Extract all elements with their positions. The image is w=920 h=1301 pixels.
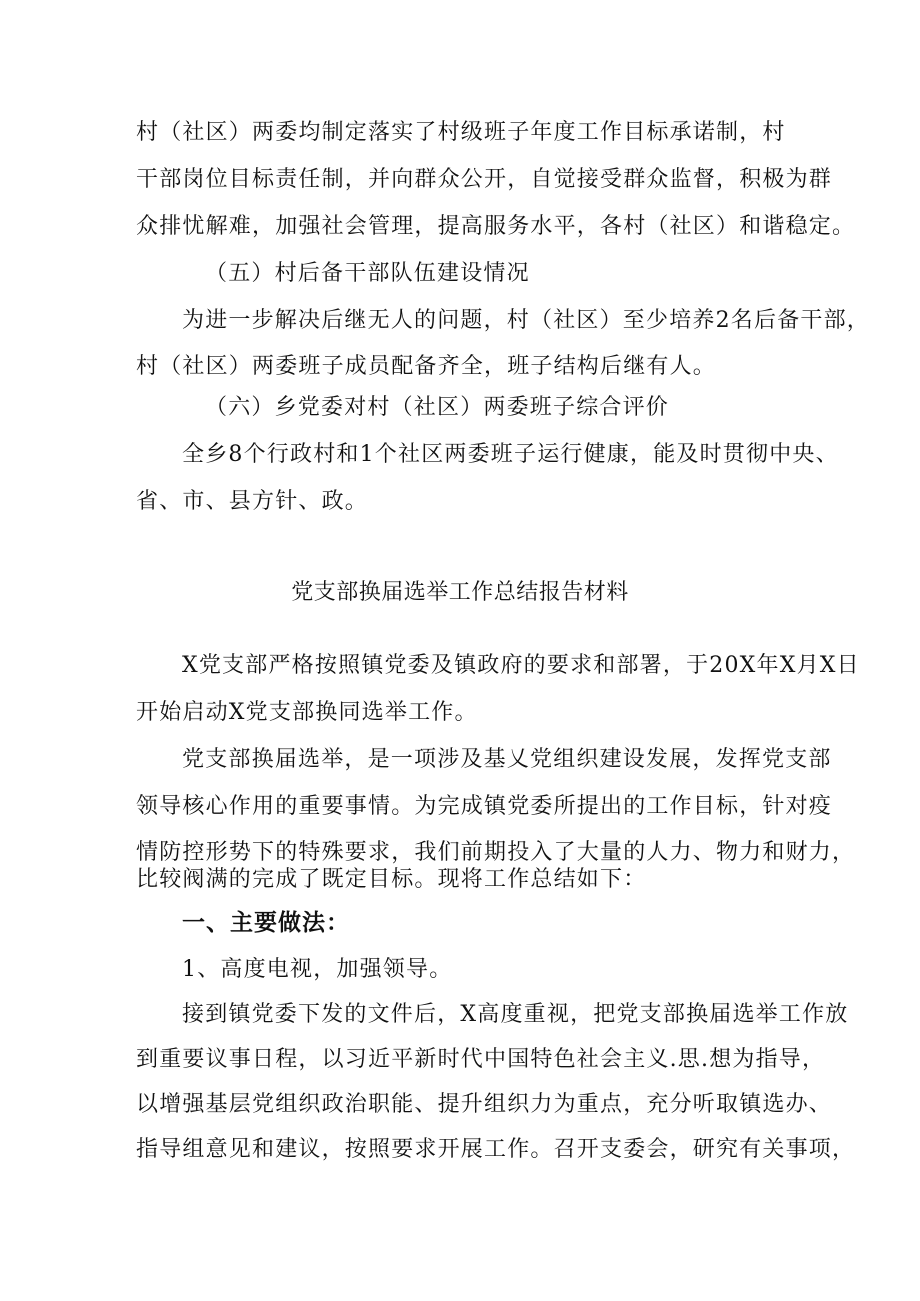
paragraph-line: 干部岗位目标责任制，并向群众公开，自觉接受群众监督，积极为群 xyxy=(136,167,833,192)
paragraph-line: X党支部严格按照镇党委及镇政府的要求和部署，于20X年X月X日 xyxy=(182,653,860,678)
paragraph-line: 村（社区）两委班子成员配备齐全，班子结构后继有人。 xyxy=(136,354,717,379)
paragraph-line: 开始启动X党支部换同选举工作。 xyxy=(136,700,478,725)
paragraph-line: 为进一步解决后继无人的问题，村（社区）至少培养2名后备干部， xyxy=(182,308,870,333)
subheading-five: （五）村后备干部队伍建设情况 xyxy=(205,261,530,286)
paragraph-line: 情防控形势下的特殊要求，我们前期投入了大量的人力、物力和财力， xyxy=(136,840,856,865)
paragraph-line: 村（社区）两委均制定落实了村级班子年度工作目标承诺制，村 xyxy=(136,120,786,145)
paragraph-line: 比较阀满的完成了既定目标。现将工作总结如下： xyxy=(136,867,647,892)
section-heading: 一、主要做法： xyxy=(182,910,350,936)
document-title: 党支部换届选举工作总结报告材料 xyxy=(291,580,629,605)
paragraph-line: 以增强基层党组织政治职能、提升组织力为重点，充分听取镇选办、 xyxy=(136,1092,833,1117)
subheading-six: （六）乡党委对村（社区）两委班子综合评价 xyxy=(205,395,670,420)
paragraph-line: 众排忧解难，加强社会管理，提高服务水平，各村（社区）和谐稳定。 xyxy=(136,214,856,239)
list-item: 1、高度电视，加强领导。 xyxy=(182,957,453,982)
paragraph-line: 党支部换届选举，是一项涉及基乂党组织建设发展，发挥党支部 xyxy=(182,747,832,772)
paragraph-line: 到重要议事日程，以习近平新时代中国特色社会主义.思.想为指导， xyxy=(136,1047,826,1072)
paragraph-line: 接到镇党委下发的文件后，X高度重视，把党支部换届选举工作放 xyxy=(182,1002,849,1027)
paragraph-line: 指导组意见和建议，按照要求开展工作。召开支委会，研究有关事项， xyxy=(136,1137,856,1162)
paragraph-line: 领导核心作用的重要事情。为完成镇党委所提出的工作目标，针对疫 xyxy=(136,794,833,819)
paragraph-line: 省、市、县方针、政。 xyxy=(136,489,369,514)
paragraph-line: 全乡8个行政村和1个社区两委班子运行健康，能及时贯彻中央、 xyxy=(182,442,839,467)
